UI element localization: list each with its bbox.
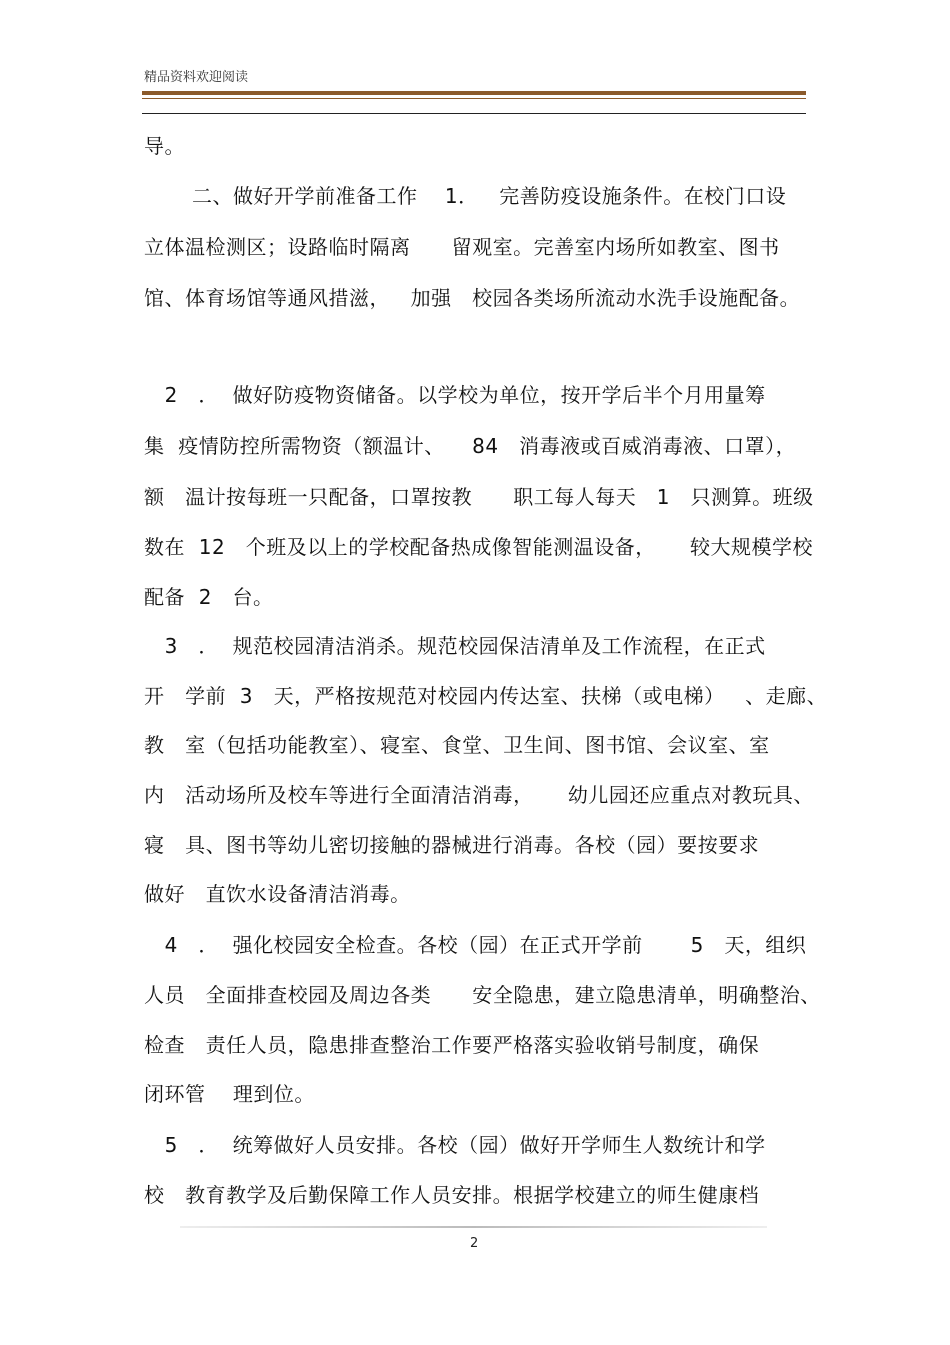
text-line: 额 温计按每班一只配备，口罩按教 职工每人每天 1 只测算。班级: [144, 485, 814, 509]
text-line: 内 活动场所及校车等进行全面清洁消毒， 幼儿园还应重点对教玩具、: [144, 783, 814, 807]
text-line: 2 ． 做好防疫物资储备。以学校为单位，按开学后半个月用量筹: [144, 383, 766, 407]
text-line: 人员 全面排查校园及周边各类 安全隐患，建立隐患清单，明确整治、: [144, 983, 821, 1007]
text-line: 教 室（包括功能教室）、寝室、食堂、卫生间、图书馆、会议室、室: [144, 733, 770, 757]
text-line: 开 学前 3 天，严格按规范对校园内传达室、扶梯（或电梯） 、走廊、: [144, 684, 828, 708]
text-line: 3 ． 规范校园清洁消杀。规范校园保洁清单及工作流程，在正式: [144, 634, 766, 658]
text-line: 数在 12 个班及以上的学校配备热成像智能测温设备， 较大规模学校: [144, 535, 814, 559]
text-line: 检查 责任人员，隐患排查整治工作要严格落实验收销号制度，确保: [144, 1033, 760, 1057]
header-text: 精品资料欢迎阅读: [144, 70, 249, 85]
text-line: 4 ． 强化校园安全检查。各校（园）在正式开学前 5 天，组织: [144, 933, 807, 957]
text-line: 5 ． 统筹做好人员安排。各校（园）做好开学师生人数统计和学: [144, 1133, 766, 1157]
page-number: 2: [470, 1236, 479, 1251]
text-line: 做好 直饮水设备清洁消毒。: [144, 882, 411, 906]
text-line: 闭环管 理到位。: [144, 1082, 315, 1106]
text-line: 二、做好开学前准备工作 1． 完善防疫设施条件。在校门口设: [144, 184, 787, 208]
text-line: 立体温检测区；设路临时隔离 留观室。完善室内场所如教室、图书: [144, 235, 780, 259]
text-line: 配备 2 台。: [144, 585, 274, 609]
text-line: 集 疫情防控所需物资（额温计、 84 消毒液或百威消毒液、口罩），: [144, 434, 797, 458]
text-line: 馆、体育场馆等通风措滋， 加强 校园各类场所流动水洗手设施配备。: [144, 286, 801, 310]
header-rule-thin: [142, 98, 806, 99]
text-line: 校 教育教学及后勤保障工作人员安排。根据学校建立的师生健康档: [144, 1183, 760, 1207]
header-rule-black: [142, 113, 806, 114]
footer-rule: [180, 1226, 767, 1228]
text-line: 寝 具、图书等幼儿密切接触的器械进行消毒。各校（园）要按要求: [144, 833, 760, 857]
header-rule-thick: [142, 91, 806, 95]
text-line: 导。: [144, 134, 185, 158]
